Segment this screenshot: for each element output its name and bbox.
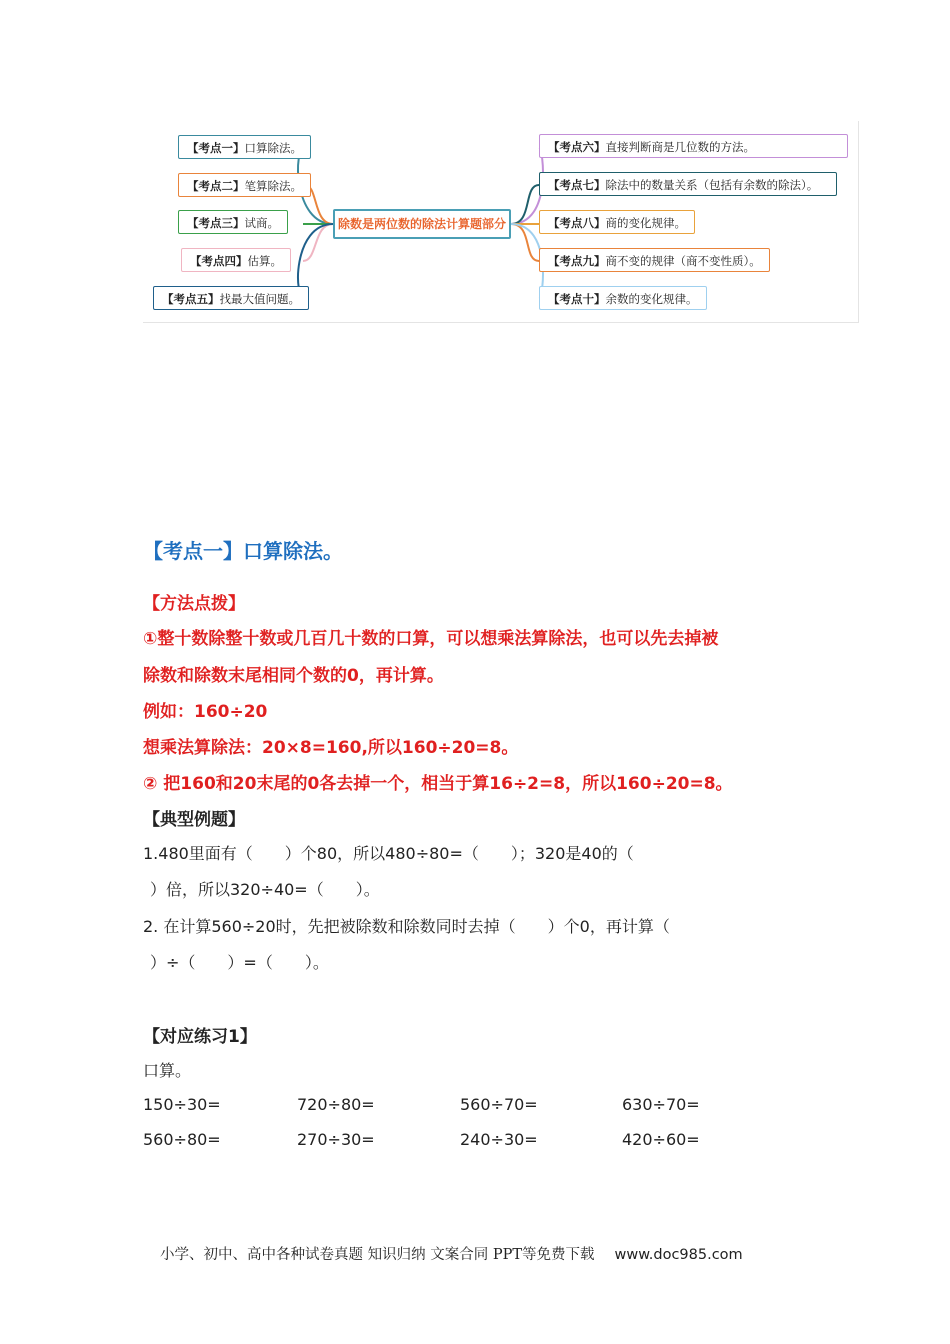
practice-item: 560÷70= <box>460 1095 538 1114</box>
mind-map-node-6: 【考点六】直接判断商是几位数的方法。 <box>539 134 848 158</box>
mind-map-node-5: 【考点五】找最大值问题。 <box>153 286 309 310</box>
example-2-line-2: ）÷（ ）=（ ）。 <box>150 953 329 972</box>
example-1-line-2: ）倍，所以320÷40=（ ）。 <box>150 880 380 899</box>
mind-map-node-4: 【考点四】估算。 <box>181 248 291 272</box>
footer-url[interactable]: www.doc985.com <box>614 1247 743 1263</box>
example-1-line-1: 1.480里面有（ ）个80，所以480÷80=（ ）；320是40的（ <box>143 844 634 863</box>
mind-map-node-7: 【考点七】除法中的数量关系（包括有余数的除法）。 <box>539 172 837 196</box>
mind-map-node-9: 【考点九】商不变的规律（商不变性质）。 <box>539 248 770 272</box>
mind-map-node-3: 【考点三】试商。 <box>178 210 288 234</box>
method-line-5: ② 把160和20末尾的0各去掉一个，相当于算16÷2=8，所以160÷20=8。 <box>143 774 733 794</box>
practice-item: 630÷70= <box>622 1095 700 1114</box>
practice-item: 720÷80= <box>297 1095 375 1114</box>
practice-item: 240÷30= <box>460 1130 538 1149</box>
method-example: 例如：160÷20 <box>143 702 268 722</box>
mind-map <box>143 121 859 323</box>
mind-map-node-2: 【考点二】笔算除法。 <box>178 173 311 197</box>
page-footer <box>160 1243 743 1264</box>
practice-heading: 【对应练习1】 <box>143 1027 257 1047</box>
mind-map-node-8: 【考点八】商的变化规律。 <box>539 210 695 234</box>
practice-item: 270÷30= <box>297 1130 375 1149</box>
method-line-1: ①整十数除整十数或几百几十数的口算，可以想乘法算除法，也可以先去掉被 <box>143 629 719 649</box>
mind-map-center: 除数是两位数的除法计算题部分 <box>333 209 511 239</box>
footer-text: 小学、初中、高中各种试卷真题 知识归纳 文案合同 PPT等免费下载 <box>160 1247 595 1263</box>
practice-item: 150÷30= <box>143 1095 221 1114</box>
method-heading: 【方法点拨】 <box>143 594 245 614</box>
mind-map-node-1: 【考点一】口算除法。 <box>178 135 311 159</box>
examples-heading: 【典型例题】 <box>143 810 245 830</box>
practice-item: 560÷80= <box>143 1130 221 1149</box>
method-line-4: 想乘法算除法：20×8=160,所以160÷20=8。 <box>143 738 519 758</box>
section-title: 【考点一】口算除法。 <box>143 539 343 563</box>
method-line-2: 除数和除数末尾相同个数的0，再计算。 <box>143 666 444 686</box>
practice-label: 口算。 <box>143 1061 192 1080</box>
example-2-line-1: 2. 在计算560÷20时，先把被除数和除数同时去掉（ ）个0，再计算（ <box>143 917 670 936</box>
mind-map-node-10: 【考点十】余数的变化规律。 <box>539 286 707 310</box>
practice-item: 420÷60= <box>622 1130 700 1149</box>
